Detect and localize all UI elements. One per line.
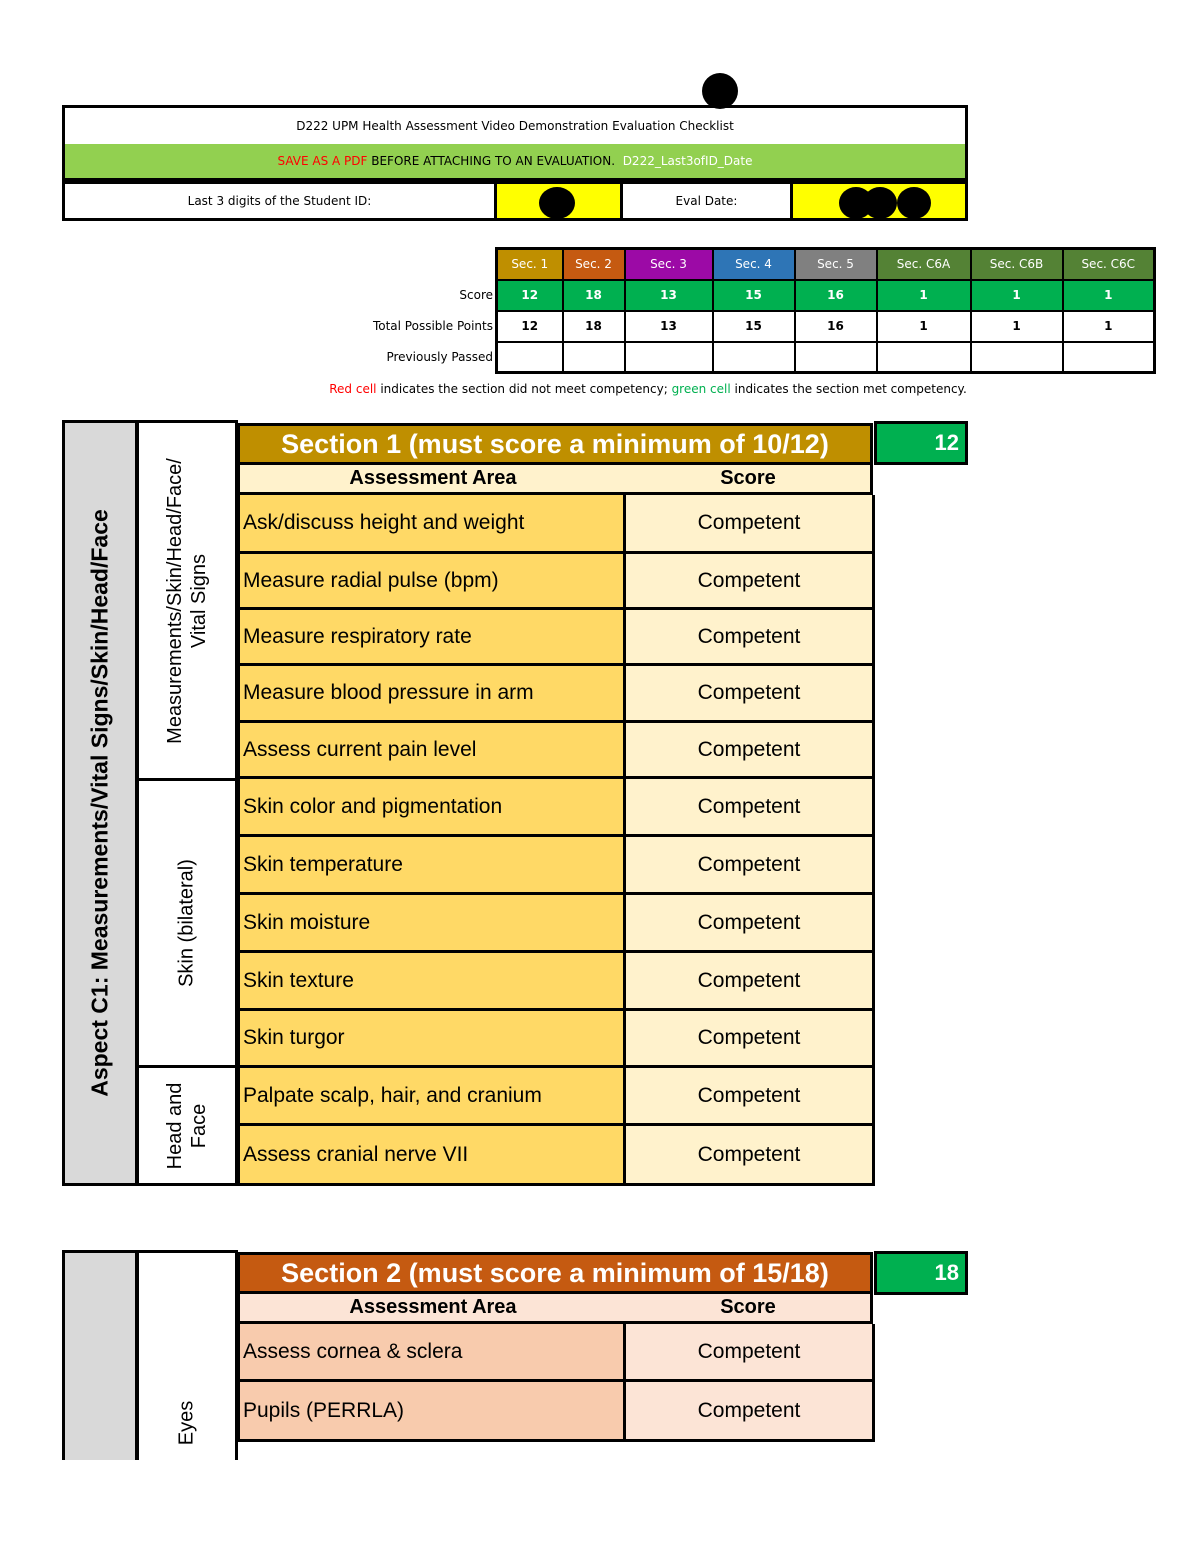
summary-col-header: Sec. 1 [497, 249, 563, 280]
summary-total-cell: 1 [1063, 311, 1155, 342]
summary-col-header: Sec. 3 [625, 249, 713, 280]
table-row [237, 495, 875, 554]
summary-total-cell: 1 [877, 311, 971, 342]
redaction-mark [702, 73, 738, 109]
summary-total-cell: 13 [625, 311, 713, 342]
section1-title: Section 1 (must score a minimum of 10/12) [237, 423, 873, 465]
aspect-c1-label: Aspect C1: Measurements/Vital Signs/Skin/Head/Face [86, 509, 113, 1097]
column-assessment-area: Assessment Area [349, 1296, 517, 1318]
score-cell[interactable]: Competent [626, 610, 872, 663]
table-row [237, 779, 875, 837]
section2-score-badge: 18 [874, 1251, 968, 1295]
summary-score-cell: 1 [1063, 280, 1155, 311]
summary-passed-cell[interactable] [877, 342, 971, 373]
eval-date-field[interactable] [793, 184, 965, 218]
summary-col-header: Sec. 2 [563, 249, 625, 280]
score-cell[interactable]: Competent [626, 895, 872, 950]
summary-total-cell: 16 [795, 311, 877, 342]
summary-total-cell: 1 [971, 311, 1063, 342]
redaction-mark [863, 187, 897, 219]
student-id-field[interactable] [497, 184, 623, 218]
group-head-face-label: Head and Face [164, 1082, 210, 1169]
summary-score-cell: 1 [971, 280, 1063, 311]
summary-passed-row [497, 342, 1155, 373]
eval-date-label: Eval Date: [623, 184, 793, 218]
group-skin [136, 778, 238, 1068]
assessment-area-cell: Assess cornea & sclera [240, 1324, 626, 1379]
save-instruction-black: BEFORE ATTACHING TO AN EVALUATION. [367, 154, 616, 168]
assessment-area-cell: Skin color and pigmentation [240, 779, 626, 834]
summary-total-cell: 15 [713, 311, 795, 342]
table-row [237, 723, 875, 779]
student-id-label: Last 3 digits of the Student ID: [65, 184, 497, 218]
save-instruction-red: SAVE AS A PDF [277, 154, 368, 168]
summary-passed-cell[interactable] [497, 342, 563, 373]
assessment-area-cell: Pupils (PERRLA) [240, 1382, 626, 1439]
score-cell[interactable]: Competent [626, 723, 872, 776]
score-cell[interactable]: Competent [626, 1068, 872, 1123]
summary-col-header: Sec. C6A [877, 249, 971, 280]
redaction-mark [539, 187, 575, 219]
table-row [237, 1324, 875, 1382]
assessment-area-cell: Palpate scalp, hair, and cranium [240, 1068, 626, 1123]
score-cell[interactable]: Competent [626, 837, 872, 892]
summary-passed-cell[interactable] [713, 342, 795, 373]
save-instructions [62, 144, 968, 181]
summary-total-cell: 12 [497, 311, 563, 342]
checklist-title-text: D222 UPM Health Assessment Video Demonstration Evaluation Checklist [296, 119, 734, 133]
score-cell[interactable]: Competent [626, 1382, 872, 1439]
summary-score-cell: 16 [795, 280, 877, 311]
assessment-area-cell: Skin temperature [240, 837, 626, 892]
summary-header-row [497, 249, 1155, 280]
group-head-face [136, 1065, 238, 1186]
summary-label-passed: Previously Passed [386, 350, 493, 364]
table-row [237, 895, 875, 953]
section2-title: Section 2 (must score a minimum of 15/18) [237, 1252, 873, 1294]
summary-score-cell: 18 [563, 280, 625, 311]
column-assessment-area: Assessment Area [349, 467, 517, 489]
group-eyes-label: Eyes [175, 1400, 198, 1446]
aspect-c1-column [62, 420, 138, 1186]
table-row [237, 554, 875, 610]
summary-col-header: Sec. C6B [971, 249, 1063, 280]
table-row [237, 1382, 875, 1442]
summary-passed-cell[interactable] [563, 342, 625, 373]
score-cell[interactable]: Competent [626, 779, 872, 834]
table-row [237, 666, 875, 723]
table-row [237, 953, 875, 1011]
group-measurements-label: Measurements/Skin/Head/Face/ Vital Signs [164, 457, 210, 744]
summary-total-row [497, 311, 1155, 342]
score-summary-table [495, 247, 1156, 374]
aspect-c2-column [62, 1250, 138, 1460]
group-measurements [136, 420, 238, 781]
assessment-area-cell: Skin texture [240, 953, 626, 1008]
table-row [237, 837, 875, 895]
score-cell[interactable]: Competent [626, 1011, 872, 1065]
table-row [237, 610, 875, 666]
assessment-area-cell: Skin turgor [240, 1011, 626, 1065]
summary-total-cell: 18 [563, 311, 625, 342]
summary-passed-cell[interactable] [795, 342, 877, 373]
section1-score-badge: 12 [874, 421, 968, 465]
assessment-area-cell: Ask/discuss height and weight [240, 495, 626, 551]
summary-score-cell: 12 [497, 280, 563, 311]
section2-column-header [237, 1294, 873, 1324]
assessment-area-cell: Assess cranial nerve VII [240, 1126, 626, 1183]
summary-col-header: Sec. 5 [795, 249, 877, 280]
column-score: Score [720, 1296, 776, 1318]
checklist-title [62, 105, 968, 147]
score-cell[interactable]: Competent [626, 495, 872, 551]
score-cell[interactable]: Competent [626, 1126, 872, 1183]
summary-col-header: Sec. 4 [713, 249, 795, 280]
filename-format: D222_Last3ofID_Date [622, 154, 753, 168]
table-row [237, 1068, 875, 1126]
summary-col-header: Sec. C6C [1063, 249, 1155, 280]
summary-label-total: Total Possible Points [372, 319, 493, 333]
score-cell[interactable]: Competent [626, 953, 872, 1008]
competency-note: Red cell indicates the section did not meet competency; green cell indicates the section met competency. [329, 382, 967, 396]
assessment-area-cell: Measure radial pulse (bpm) [240, 554, 626, 607]
score-cell[interactable]: Competent [626, 554, 872, 607]
summary-passed-cell[interactable] [971, 342, 1063, 373]
summary-passed-cell[interactable] [1063, 342, 1155, 373]
section1-column-header [237, 465, 873, 495]
score-cell[interactable]: Competent [626, 1324, 872, 1379]
group-eyes [136, 1250, 238, 1460]
assessment-area-cell: Measure respiratory rate [240, 610, 626, 663]
summary-score-cell: 15 [713, 280, 795, 311]
summary-label-score: Score [459, 288, 493, 302]
summary-passed-cell[interactable] [625, 342, 713, 373]
table-row [237, 1126, 875, 1186]
score-cell[interactable]: Competent [626, 666, 872, 720]
redaction-mark [897, 187, 931, 219]
group-skin-label: Skin (bilateral) [175, 859, 198, 987]
column-score: Score [720, 467, 776, 489]
assessment-area-cell: Skin moisture [240, 895, 626, 950]
summary-score-cell: 13 [625, 280, 713, 311]
assessment-area-cell: Assess current pain level [240, 723, 626, 776]
assessment-area-cell: Measure blood pressure in arm [240, 666, 626, 720]
table-row [237, 1011, 875, 1068]
student-info-row [62, 181, 968, 221]
summary-score-cell: 1 [877, 280, 971, 311]
summary-score-row [497, 280, 1155, 311]
